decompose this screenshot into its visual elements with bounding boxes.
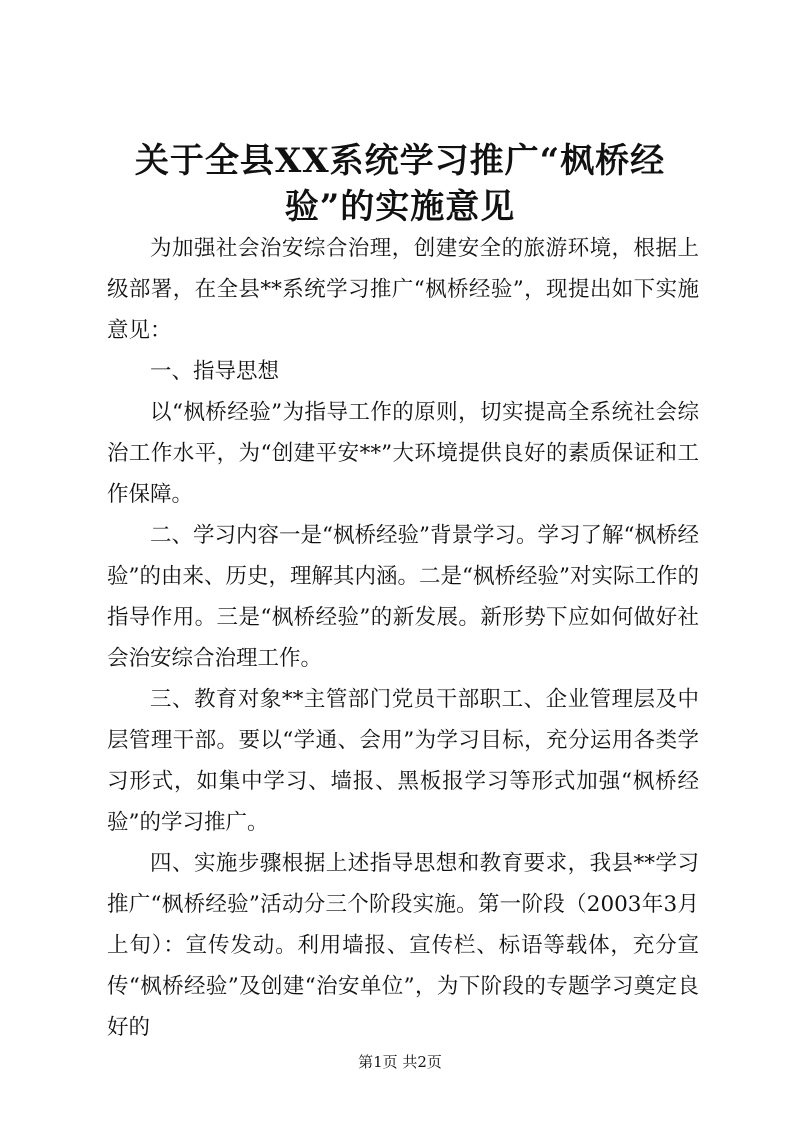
paragraph-intro: 为加强社会治安综合治理，创建安全的旅游环境，根据上级部署，在全县**系统学习推广“枫桥经验”，现提出如下实施意见：	[107, 236, 699, 343]
paragraph-section-1-body: 以“枫桥经验”为指导工作的原则，切实提高全系统社会综治工作水平，为“创建平安**”大环境提供良好的素质保证和工作保障。	[107, 400, 699, 507]
document-body	[107, 228, 699, 1048]
document-title: 关于全县XX系统学习推广“枫桥经验”的实施意见	[134, 141, 666, 227]
paragraph-section-1-heading: 一、指导思想	[150, 359, 280, 384]
page-footer: 第1页 共2页	[358, 1053, 442, 1071]
paragraph-section-3: 三、教育对象**主管部门党员干部职工、企业管理层及中层管理干部。要以“学通、会用”为学习目标，充分运用各类学习形式，如集中学习、墙报、黑板报学习等形式加强“枫桥经验”的学习推广。	[107, 687, 699, 835]
paragraph-section-2: 二、学习内容一是“枫桥经验”背景学习。学习了解“枫桥经验”的由来、历史，理解其内涵。二是“枫桥经验”对实际工作的指导作用。三是“枫桥经验”的新发展。新形势下应如何做好社会治安综合治理工作。	[107, 523, 699, 671]
paragraph-section-4: 四、实施步骤根据上述指导思想和教育要求，我县**学习推广“枫桥经验”活动分三个阶段实施。第一阶段（2003年3月上旬）：宣传发动。利用墙报、宣传栏、标语等载体，充分宣传“枫桥经验”及创建“治安单位”，为下阶段的专题学习奠定良好的	[107, 851, 699, 1040]
